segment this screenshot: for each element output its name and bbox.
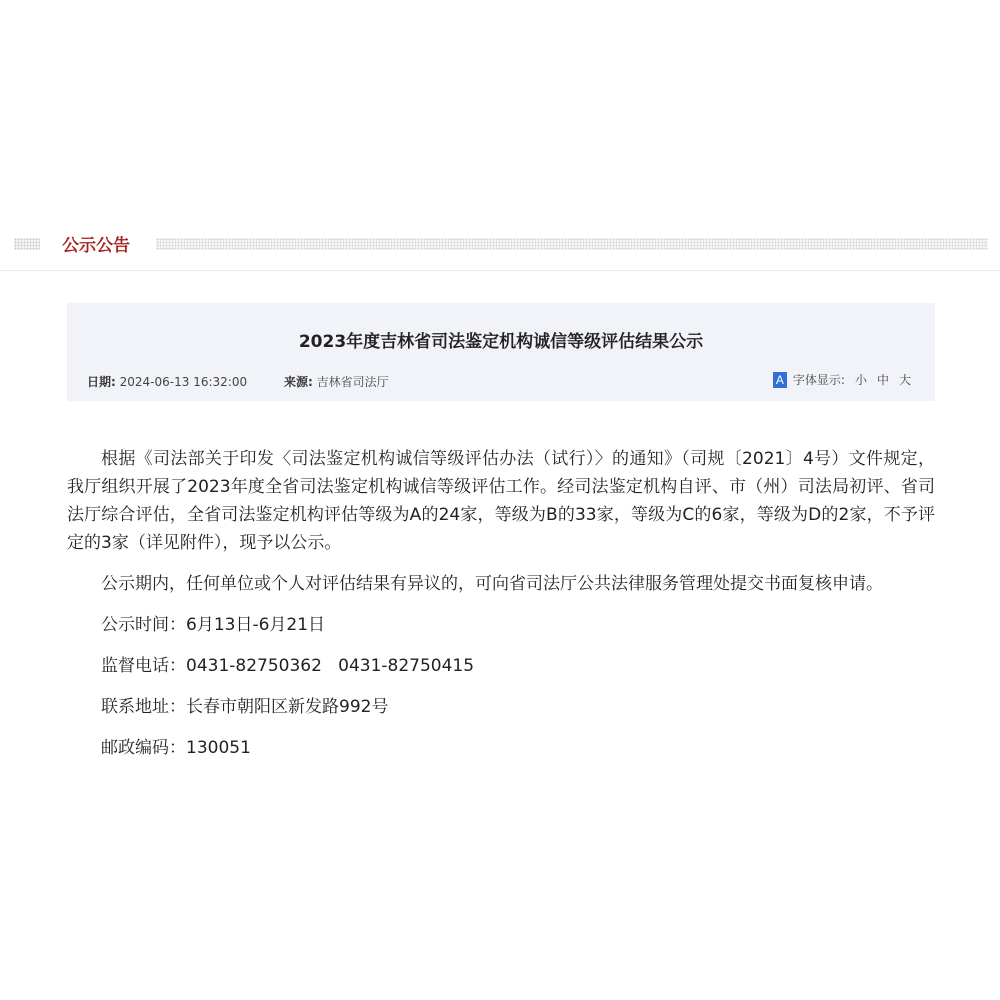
article-source — [284, 373, 389, 390]
font-size-label: 字体显示: — [792, 373, 845, 387]
source-label: 来源: — [284, 375, 313, 389]
font-size-small[interactable]: 小 — [854, 373, 867, 387]
font-size-icon: A — [773, 372, 787, 388]
font-size-medium[interactable]: 中 — [876, 373, 889, 387]
font-size-control — [773, 371, 911, 388]
paragraph-intro: 根据《司法部关于印发〈司法鉴定机构诚信等级评估办法（试行）〉的通知》（司规〔2021〕4号）文件规定，我厅组织开展了2023年度全省司法鉴定机构诚信等级评估工作。经司法鉴定机构自评、市（州）司法局初评、省司法厅综合评估，全省司法鉴定机构评估等级为A的24家，等级为B的33家，等级为C的6家，等级为D的2家，不予评定的3家（详见附件），现予以公示。 — [67, 449, 935, 553]
article-date — [87, 373, 247, 390]
paragraph-phone: 监督电话：0431-82750362 0431-82750415 — [101, 656, 475, 676]
article-info-box — [67, 303, 935, 401]
article-body — [67, 445, 935, 775]
article-title: 2023年度吉林省司法鉴定机构诚信等级评估结果公示 — [298, 332, 704, 352]
decorative-dots-left — [14, 238, 40, 250]
date-value: 2024-06-13 16:32:00 — [119, 375, 248, 389]
date-label: 日期: — [87, 375, 116, 389]
paragraph-objection: 公示期内，任何单位或个人对评估结果有异议的，可向省司法厅公共法律服务管理处提交书面复核申请。 — [101, 574, 883, 594]
paragraph-period: 公示时间：6月13日-6月21日 — [101, 615, 326, 635]
source-value: 吉林省司法厅 — [316, 375, 389, 389]
paragraph-postcode: 邮政编码：130051 — [101, 738, 251, 758]
divider — [0, 270, 1000, 271]
paragraph-address: 联系地址：长春市朝阳区新发路992号 — [101, 697, 389, 717]
font-size-large[interactable]: 大 — [898, 373, 911, 387]
section-header — [0, 228, 1000, 262]
decorative-dots-right — [156, 238, 988, 250]
section-title[interactable]: 公示公告 — [62, 236, 130, 256]
